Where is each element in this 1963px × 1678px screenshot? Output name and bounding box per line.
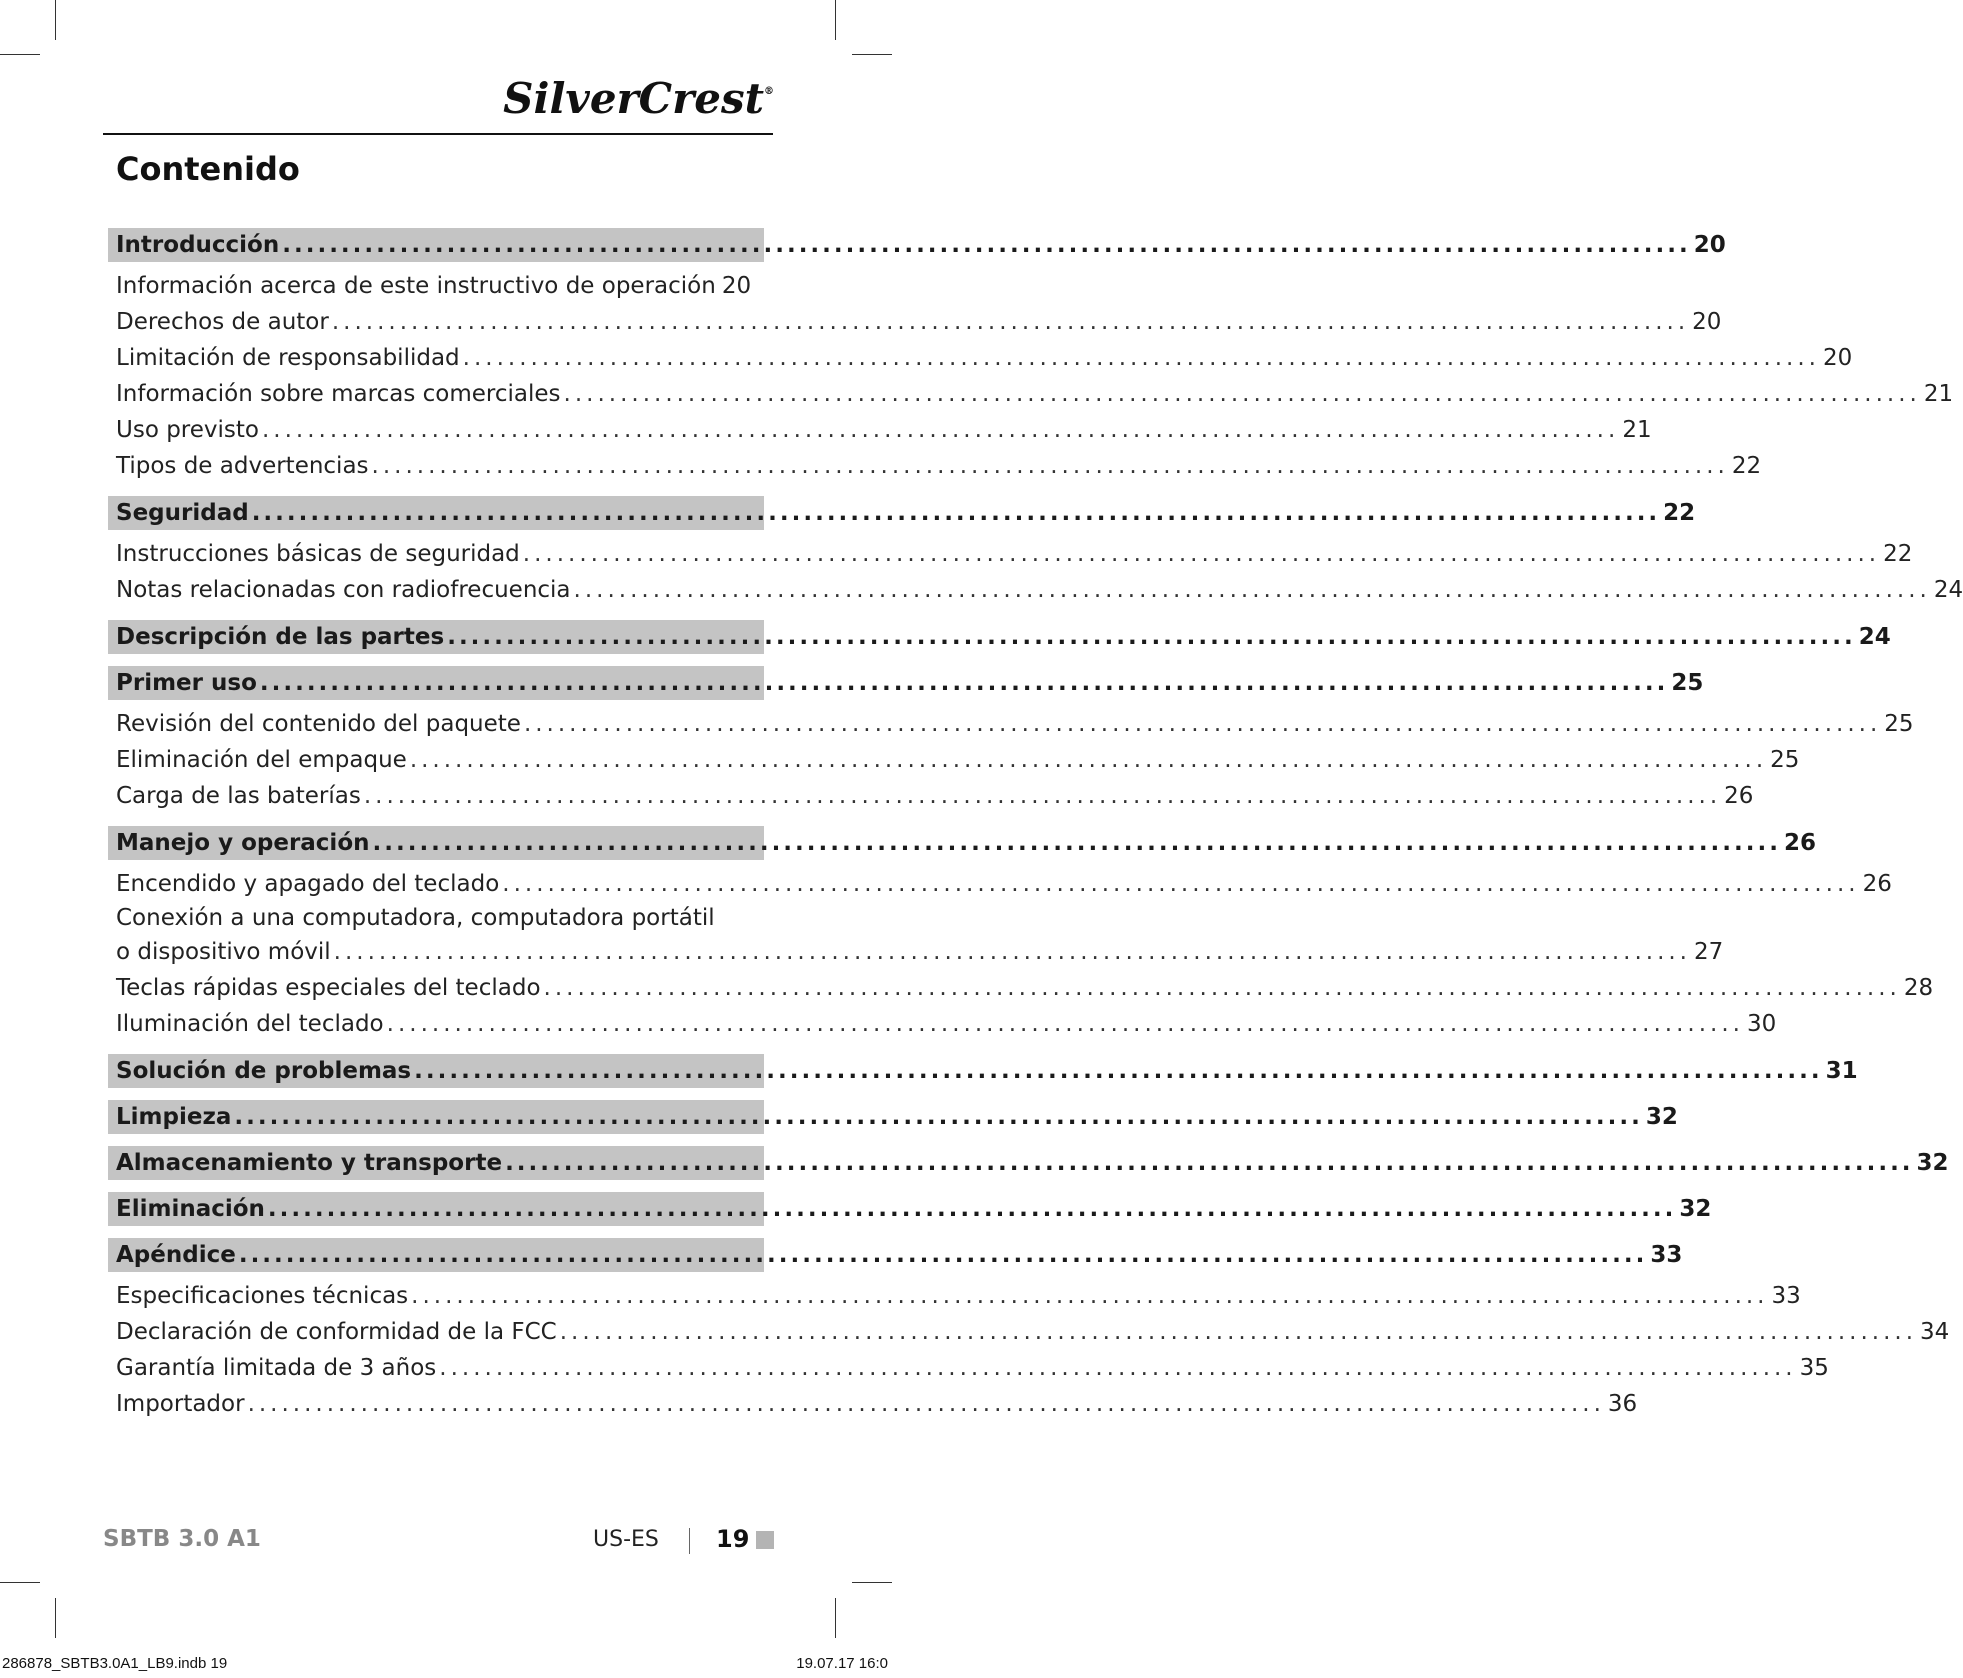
toc-label: Solución de problemas (116, 1058, 412, 1084)
toc-page-number: 21 (1923, 381, 1954, 407)
toc-page-number: 31 (1825, 1058, 1858, 1084)
toc-page-number: 25 (1884, 711, 1914, 737)
toc-label: Apéndice (116, 1242, 236, 1268)
toc-label: Manejo y operación (116, 830, 370, 856)
toc-entry[interactable] (108, 1314, 1950, 1350)
toc-label: Notas relacionadas con radiofrecuencia (116, 577, 571, 603)
toc-leader-dots: ........................................................................................................................ (523, 711, 1882, 737)
toc-label: Revisión del contenido del paquete (116, 711, 521, 737)
toc-entry[interactable] (108, 268, 764, 304)
toc-entry[interactable] (108, 412, 1652, 448)
toc-label: Conexión a una computadora, computadora portátil (116, 905, 715, 931)
toc-entry[interactable] (108, 970, 1934, 1006)
toc-label: Almacenamiento y transporte (116, 1150, 503, 1176)
toc-page-number: 30 (1746, 1011, 1777, 1037)
toc-leader-dots: ........................................................................................................................ (259, 670, 1669, 696)
toc-label: Especificaciones técnicas (116, 1283, 409, 1309)
crop-mark (835, 0, 836, 40)
toc-leader-dots: ........................................................................................................................ (234, 1104, 1643, 1130)
toc-section[interactable] (108, 228, 1726, 262)
toc-leader-dots: ........................................................................................................................ (559, 1319, 1918, 1345)
toc-label: Introducción (116, 232, 280, 258)
toc-page-number: 27 (1694, 939, 1724, 965)
toc-section[interactable] (108, 1054, 1858, 1088)
toc-entry[interactable] (108, 902, 764, 934)
footer-model: SBTB 3.0 A1 (103, 1526, 261, 1552)
toc-page-number: 26 (1862, 871, 1892, 897)
toc-leader-dots: ........................................................................................................................ (505, 1150, 1914, 1176)
toc-label: Limitación de responsabilidad (116, 345, 460, 371)
toc-leader-dots: ........................................................................................................................ (261, 417, 1620, 443)
toc-entry[interactable] (108, 1350, 1829, 1386)
toc-page-number: 33 (1650, 1242, 1683, 1268)
toc-page-number: 20 (1822, 345, 1853, 371)
toc-leader-dots: ........................................................................................................................ (563, 381, 1921, 407)
toc-leader-dots: ........................................................................................................................ (522, 541, 1881, 567)
toc-label: Instrucciones básicas de seguridad (116, 541, 520, 567)
footer-square-icon (756, 1531, 774, 1549)
crop-mark (55, 1598, 56, 1638)
toc-leader-dots: ........................................................................................................................ (238, 1242, 1648, 1268)
toc-label: Limpieza (116, 1104, 232, 1130)
print-slug-file: 286878_SBTB3.0A1_LB9.indb 19 (2, 1655, 228, 1672)
crop-mark (852, 54, 892, 55)
toc-section[interactable] (108, 620, 1891, 654)
toc-leader-dots: ........................................................................................................................ (333, 939, 1691, 965)
toc-entry[interactable] (108, 304, 1722, 340)
toc-label: Declaración de conformidad de la FCC (116, 1319, 557, 1345)
toc-entry[interactable] (108, 742, 1800, 778)
toc-leader-dots: ........................................................................................................................ (267, 1196, 1677, 1222)
toc-label: Teclas rápidas especiales del teclado (116, 975, 541, 1001)
toc-entry[interactable] (108, 376, 1954, 412)
toc-entry[interactable] (108, 706, 1914, 742)
brand-name: SilverCrest (503, 74, 764, 123)
table-of-contents (108, 216, 1963, 1422)
toc-entry[interactable] (108, 934, 1724, 970)
toc-leader-dots: ........................................................................................................................ (411, 1283, 1769, 1309)
toc-leader-dots: ........................................................................................................................ (331, 309, 1690, 335)
header-rule (103, 133, 773, 135)
toc-entry[interactable] (108, 1006, 1777, 1042)
footer-page-number: 19 (716, 1525, 750, 1553)
toc-label: Carga de las baterías (116, 783, 361, 809)
toc-page-number: 24 (1933, 577, 1963, 603)
toc-leader-dots: ........................................................................................................................ (282, 232, 1691, 258)
toc-page-number: 22 (1663, 500, 1696, 526)
toc-page-number: 20 (1692, 309, 1722, 335)
toc-leader-dots: ........................................................................................................................ (543, 975, 1901, 1001)
toc-label: Eliminación del empaque (116, 747, 407, 773)
toc-label: Descripción de las partes (116, 624, 445, 650)
toc-page-number: 32 (1679, 1196, 1712, 1222)
registered-mark: ® (764, 86, 774, 97)
toc-entry[interactable] (108, 340, 1853, 376)
page-title: Contenido (116, 150, 300, 188)
print-slug-timestamp: 19.07.17 16:0 (796, 1655, 888, 1672)
toc-leader-dots: ........................................................................................................................ (372, 830, 1781, 856)
toc-page-number: 22 (1883, 541, 1913, 567)
toc-leader-dots: ........................................................................................................................ (386, 1011, 1744, 1037)
toc-label: Importador (116, 1391, 245, 1417)
toc-page-number: 25 (1671, 670, 1704, 696)
toc-leader-dots: ........................................................................................................................ (462, 345, 1820, 371)
toc-leader-dots: ........................................................................................................................ (371, 453, 1729, 479)
toc-section[interactable] (108, 1238, 1683, 1272)
toc-entry[interactable] (108, 866, 1892, 902)
toc-leader-dots: ........................................................................................................................ (447, 624, 1856, 650)
toc-page-number: 26 (1724, 783, 1754, 809)
footer-language: US-ES (593, 1527, 659, 1552)
toc-section[interactable] (108, 1100, 1678, 1134)
toc-leader-dots: ........................................................................................................................ (247, 1391, 1605, 1417)
toc-page-number: 25 (1770, 747, 1800, 773)
toc-page-number: 20 (721, 273, 752, 299)
toc-page-number: 26 (1783, 830, 1816, 856)
toc-section[interactable] (108, 496, 1696, 530)
toc-label: Uso previsto (116, 417, 259, 443)
toc-leader-dots: ........................................................................................................................ (502, 871, 1860, 897)
brand-logo (503, 74, 774, 123)
toc-leader-dots: ........................................................................................................................ (409, 747, 1768, 773)
toc-entry[interactable] (108, 572, 1963, 608)
toc-label: Tipos de advertencias (116, 453, 369, 479)
toc-page-number: 20 (1693, 232, 1726, 258)
toc-entry[interactable] (108, 1278, 1801, 1314)
toc-page-number: 22 (1731, 453, 1762, 479)
toc-leader-dots: ........................................................................................................................ (573, 577, 1931, 603)
toc-page-number: 32 (1645, 1104, 1678, 1130)
toc-leader-dots: ........................................................................................................................ (439, 1355, 1797, 1381)
toc-section[interactable] (108, 1192, 1712, 1226)
toc-section[interactable] (108, 666, 1704, 700)
toc-label: Iluminación del teclado (116, 1011, 384, 1037)
toc-section[interactable] (108, 1146, 1949, 1180)
toc-page-number: 24 (1858, 624, 1891, 650)
crop-mark (0, 1582, 40, 1583)
toc-label: Encendido y apagado del teclado (116, 871, 500, 897)
footer-divider (689, 1528, 690, 1554)
crop-mark (0, 54, 40, 55)
toc-entry[interactable] (108, 1386, 1638, 1422)
toc-label: Eliminación (116, 1196, 265, 1222)
toc-entry[interactable] (108, 536, 1913, 572)
toc-label: Seguridad (116, 500, 249, 526)
toc-label: Información sobre marcas comerciales (116, 381, 561, 407)
toc-page-number: 28 (1903, 975, 1934, 1001)
toc-page-number: 21 (1622, 417, 1652, 443)
toc-entry[interactable] (108, 778, 1754, 814)
toc-label: Primer uso (116, 670, 257, 696)
toc-label: Derechos de autor (116, 309, 329, 335)
toc-label: Garantía limitada de 3 años (116, 1355, 437, 1381)
toc-entry[interactable] (108, 448, 1762, 484)
toc-leader-dots: ........................................................................................................................ (251, 500, 1661, 526)
toc-page-number: 33 (1771, 1283, 1801, 1309)
crop-mark (55, 0, 56, 40)
toc-label: Información acerca de este instructivo de operación (116, 273, 716, 299)
toc-page-number: 36 (1607, 1391, 1638, 1417)
toc-label: o dispositivo móvil (116, 939, 331, 965)
toc-leader-dots: ........................................................................................................................ (363, 783, 1722, 809)
toc-page-number: 34 (1920, 1319, 1950, 1345)
toc-section[interactable] (108, 826, 1816, 860)
crop-mark (852, 1582, 892, 1583)
crop-mark (835, 1598, 836, 1638)
toc-page-number: 35 (1799, 1355, 1829, 1381)
toc-leader-dots: ........................................................................................................................ (414, 1058, 1823, 1084)
toc-page-number: 32 (1916, 1150, 1949, 1176)
